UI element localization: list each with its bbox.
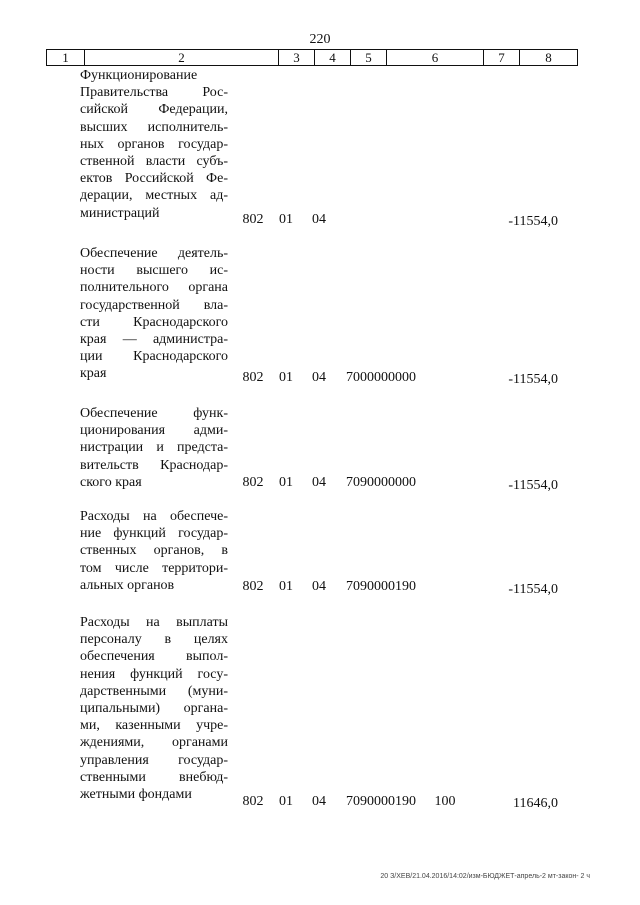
description-line: дерации, местных ад- bbox=[80, 188, 228, 204]
table-header-row bbox=[46, 49, 578, 66]
row-col-4: 01 bbox=[279, 370, 293, 385]
description-line: ектов Российской Фе- bbox=[80, 171, 228, 187]
row-description bbox=[80, 405, 228, 491]
row-col-6: 7090000190 bbox=[346, 579, 416, 594]
row-col-5: 04 bbox=[312, 794, 326, 809]
row-description bbox=[80, 614, 228, 803]
description-line: ции Краснодарского bbox=[80, 349, 228, 365]
row-col-6: 7090000000 bbox=[346, 475, 416, 490]
description-line: высших исполнитель- bbox=[80, 119, 228, 135]
description-line: ности высшего ис- bbox=[80, 263, 228, 279]
row-description bbox=[80, 245, 228, 383]
description-line: Функционирование bbox=[80, 68, 198, 83]
description-line: сийской Федерации, bbox=[80, 102, 228, 118]
description-line: ных органов государ- bbox=[80, 136, 228, 152]
row-col-8: -11554,0 bbox=[508, 214, 558, 229]
description-line: жетными фондами bbox=[80, 787, 192, 803]
description-line: Обеспечение функ- bbox=[80, 406, 228, 421]
footer-note: 20 З/ХЕВ/21.04.2016/14:02/изм-БЮДЖЕТ-апрель-2 мт-закон- 2 ч bbox=[380, 873, 590, 880]
row-col-4: 01 bbox=[279, 579, 293, 594]
description-line: края bbox=[80, 366, 107, 382]
row-col-3: 802 bbox=[242, 475, 264, 490]
description-line: ми, казенными учре- bbox=[80, 718, 228, 734]
description-line: Расходы на выплаты bbox=[80, 615, 228, 630]
header-col-4: 4 bbox=[314, 50, 350, 65]
header-col-3: 3 bbox=[278, 50, 314, 65]
description-line: сти Краснодарского bbox=[80, 314, 228, 330]
description-line: вительств Краснодар- bbox=[80, 457, 228, 473]
description-line: ципальными) органа- bbox=[80, 701, 228, 717]
page-number: 220 bbox=[309, 32, 331, 47]
row-description bbox=[80, 508, 228, 594]
header-col-5: 5 bbox=[350, 50, 386, 65]
description-line: ционирования адми- bbox=[80, 423, 228, 439]
row-col-5: 04 bbox=[312, 370, 326, 385]
header-col-7: 7 bbox=[483, 50, 519, 65]
row-col-6: 7000000000 bbox=[346, 370, 416, 385]
header-col-6: 6 bbox=[386, 50, 483, 65]
description-line: обеспечения выпол- bbox=[80, 649, 228, 665]
description-line: альных органов bbox=[80, 577, 175, 593]
row-col-3: 802 bbox=[242, 794, 264, 809]
row-col-5: 04 bbox=[312, 475, 326, 490]
description-line: ского края bbox=[80, 474, 142, 490]
row-col-3: 802 bbox=[242, 579, 264, 594]
row-col-7: 100 bbox=[434, 794, 456, 809]
description-line: края — администра- bbox=[80, 332, 228, 348]
row-col-5: 04 bbox=[312, 579, 326, 594]
row-col-8: 11646,0 bbox=[513, 796, 558, 811]
row-col-8: -11554,0 bbox=[508, 478, 558, 493]
description-line: государственной вла- bbox=[80, 297, 228, 313]
row-col-3: 802 bbox=[242, 370, 264, 385]
description-line: том числе территори- bbox=[80, 560, 228, 576]
description-line: ственных органов, в bbox=[80, 543, 228, 559]
row-col-4: 01 bbox=[279, 212, 293, 227]
row-col-8: -11554,0 bbox=[508, 372, 558, 387]
description-line: Обеспечение деятель- bbox=[80, 246, 228, 261]
row-col-4: 01 bbox=[279, 475, 293, 490]
description-line: Правительства Рос- bbox=[80, 85, 228, 101]
header-col-8: 8 bbox=[519, 50, 577, 65]
description-line: Расходы на обеспече- bbox=[80, 509, 228, 524]
row-col-3: 802 bbox=[242, 212, 264, 227]
description-line: ждениями, органами bbox=[80, 735, 228, 751]
header-col-1: 1 bbox=[62, 50, 69, 65]
row-col-6: 7090000190 bbox=[346, 794, 416, 809]
row-col-4: 01 bbox=[279, 794, 293, 809]
description-line: ственной власти субъ- bbox=[80, 154, 228, 170]
description-line: персоналу в целях bbox=[80, 632, 228, 648]
description-line: управления государ- bbox=[80, 752, 228, 768]
description-line: ние функций государ- bbox=[80, 526, 228, 542]
description-line: дарственными (муни- bbox=[80, 683, 228, 699]
description-line: нистрации и предста- bbox=[80, 440, 228, 456]
row-description bbox=[80, 67, 228, 222]
row-col-8: -11554,0 bbox=[508, 582, 558, 597]
description-line: нения функций госу- bbox=[80, 666, 228, 682]
row-col-5: 04 bbox=[312, 212, 326, 227]
description-line: ственными внебюд- bbox=[80, 769, 228, 785]
description-line: полнительного органа bbox=[80, 280, 228, 296]
header-col-2: 2 bbox=[84, 50, 278, 65]
description-line: министраций bbox=[80, 205, 160, 221]
